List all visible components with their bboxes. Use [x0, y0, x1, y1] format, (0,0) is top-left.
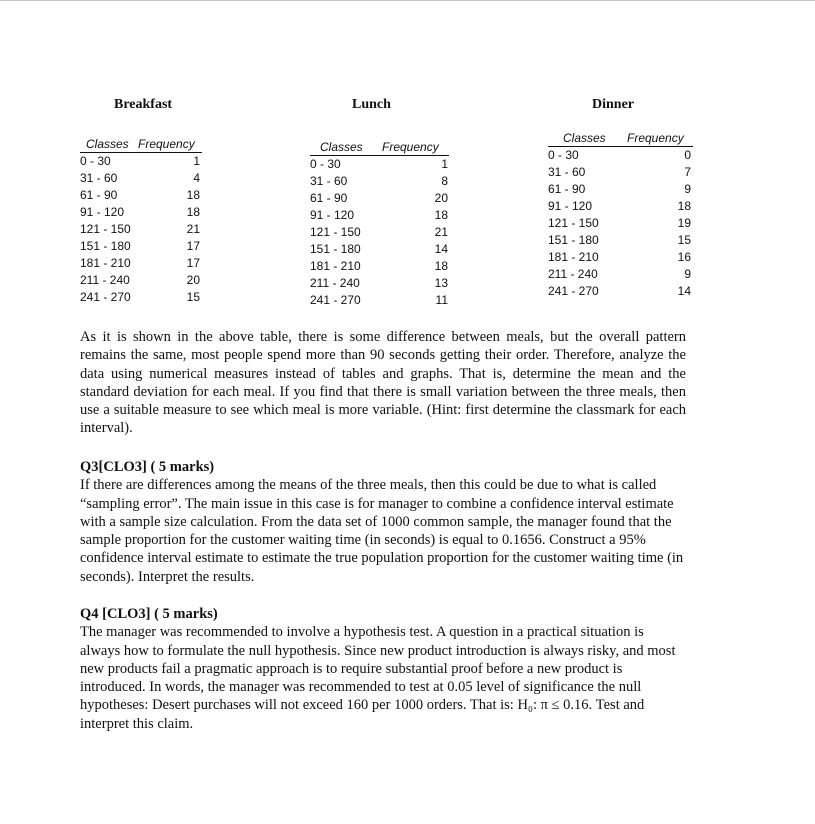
- class-interval: 31 - 60: [548, 165, 586, 179]
- table-row: [310, 258, 449, 275]
- classes-header: Classes: [320, 140, 363, 154]
- frequency-value: 18: [434, 208, 448, 222]
- class-interval: 61 - 90: [548, 182, 586, 196]
- class-interval: 241 - 270: [310, 293, 361, 307]
- table-row: [80, 221, 202, 238]
- question-4-body: The manager was recommended to involve a hypothesis test. A question in a practical situation is always how to formulate the null hypothesis. Since new product introduction is always risky, and most new products fail a pragmatic approach is to require substantial proof before a new product is introduced. In words, the manager was recommended to test at 0.05 level of significance the null hypotheses: Desert purchases will not exceed 160 per 1000 orders. That is: H₀: π ≤ 0.16. Test and interpret this claim.: [80, 624, 676, 732]
- table-row: [548, 232, 693, 249]
- class-interval: 0 - 30: [80, 154, 111, 168]
- table-row: [80, 187, 202, 204]
- class-interval: 121 - 150: [310, 225, 361, 239]
- table-row: [80, 204, 202, 221]
- classes-header: Classes: [563, 131, 606, 145]
- table-row: [80, 272, 202, 289]
- frequency-value: 18: [677, 199, 691, 213]
- question-4: [80, 605, 684, 733]
- breakfast-title: Breakfast: [114, 97, 173, 112]
- question-3: [80, 458, 688, 586]
- frequency-value: 20: [434, 191, 448, 205]
- frequency-value: 11: [435, 293, 448, 307]
- table-row: [80, 170, 202, 187]
- frequency-value: 4: [193, 171, 200, 185]
- frequency-value: 14: [434, 242, 448, 256]
- table-row: [548, 283, 693, 300]
- class-interval: 91 - 120: [310, 208, 355, 222]
- class-interval: 241 - 270: [548, 284, 599, 298]
- frequency-value: 18: [434, 259, 448, 273]
- intro-paragraph: As it is shown in the above table, there is some difference between meals, but the overall pattern remains the same, most people spend more than 90 seconds getting their order. Therefore, analyze the data using numerical measures instead of tables and graphs. That is, determine the mean and the standard deviation for each meal. If you find that there is small variation between the three meals, then use a suitable measure to see which meal is more variable. (Hint: first determine the classmark for each interval).: [80, 329, 686, 437]
- frequency-value: 14: [677, 284, 691, 298]
- frequency-value: 15: [186, 290, 200, 304]
- question-4-heading: Q4 [CLO3] ( 5 marks): [80, 606, 218, 622]
- table-header: [548, 131, 693, 147]
- breakfast-frequency-table: [80, 137, 202, 306]
- class-interval: 91 - 120: [548, 199, 593, 213]
- frequency-value: 1: [441, 157, 448, 171]
- table-row: [548, 147, 693, 164]
- frequency-value: 1: [193, 154, 200, 168]
- question-3-body: If there are differences among the means of the three meals, then this could be due to what is called “sampling error”. The main issue in this case is for manager to combine a confidence interval estimate with a sample size calculation. From the data set of 1000 common sample, the manager found that the sample proportion for the customer waiting time (in seconds) is equal to 0.1656. Construct a 95% confidence interval estimate to estimate the true population proportion for the customer waiting time (in seconds). Interpret the results.: [80, 477, 684, 585]
- top-rule: [0, 0, 815, 1]
- class-interval: 0 - 30: [310, 157, 341, 171]
- table-row: [80, 289, 202, 306]
- frequency-value: 8: [441, 174, 448, 188]
- class-interval: 61 - 90: [310, 191, 348, 205]
- table-row: [310, 156, 449, 173]
- frequency-value: 21: [186, 222, 200, 236]
- table-row: [310, 190, 449, 207]
- class-interval: 241 - 270: [80, 290, 131, 304]
- class-interval: 211 - 240: [548, 267, 598, 281]
- table-row: [548, 164, 693, 181]
- class-interval: 151 - 180: [548, 233, 599, 247]
- question-3-heading: Q3[CLO3] ( 5 marks): [80, 459, 215, 475]
- class-interval: 31 - 60: [80, 171, 118, 185]
- classes-header: Classes: [86, 137, 129, 151]
- class-interval: 151 - 180: [80, 239, 131, 253]
- table-row: [310, 173, 449, 190]
- frequency-value: 21: [434, 225, 448, 239]
- frequency-value: 9: [684, 182, 691, 196]
- dinner-title: Dinner: [592, 97, 634, 112]
- table-row: [548, 266, 693, 283]
- frequency-value: 0: [684, 148, 691, 162]
- class-interval: 211 - 240: [80, 273, 130, 287]
- class-interval: 151 - 180: [310, 242, 361, 256]
- class-interval: 121 - 150: [80, 222, 131, 236]
- frequency-value: 18: [186, 188, 200, 202]
- frequency-header: Frequency: [138, 137, 195, 151]
- table-row: [548, 181, 693, 198]
- table-row: [80, 238, 202, 255]
- frequency-value: 9: [684, 267, 691, 281]
- class-interval: 31 - 60: [310, 174, 348, 188]
- lunch-frequency-table: [310, 140, 449, 309]
- table-row: [80, 255, 202, 272]
- table-row: [80, 153, 202, 170]
- table-row: [548, 215, 693, 232]
- class-interval: 211 - 240: [310, 276, 360, 290]
- table-row: [310, 207, 449, 224]
- class-interval: 61 - 90: [80, 188, 118, 202]
- dinner-frequency-table: [548, 131, 693, 300]
- table-row: [310, 224, 449, 241]
- frequency-value: 18: [186, 205, 200, 219]
- table-row: [548, 198, 693, 215]
- class-interval: 181 - 210: [548, 250, 599, 264]
- frequency-value: 20: [186, 273, 200, 287]
- frequency-header: Frequency: [382, 140, 439, 154]
- table-row: [310, 241, 449, 258]
- frequency-value: 7: [684, 165, 691, 179]
- table-header: [80, 137, 202, 153]
- frequency-value: 13: [434, 276, 448, 290]
- lunch-title: Lunch: [352, 97, 391, 112]
- frequency-value: 17: [186, 256, 200, 270]
- table-header: [310, 140, 449, 156]
- class-interval: 0 - 30: [548, 148, 579, 162]
- class-interval: 181 - 210: [310, 259, 361, 273]
- class-interval: 121 - 150: [548, 216, 599, 230]
- table-row: [548, 249, 693, 266]
- frequency-value: 19: [677, 216, 691, 230]
- frequency-header: Frequency: [627, 131, 684, 145]
- table-row: [310, 292, 449, 309]
- frequency-value: 15: [677, 233, 691, 247]
- class-interval: 181 - 210: [80, 256, 131, 270]
- frequency-value: 16: [677, 250, 691, 264]
- table-row: [310, 275, 449, 292]
- class-interval: 91 - 120: [80, 205, 125, 219]
- frequency-value: 17: [186, 239, 200, 253]
